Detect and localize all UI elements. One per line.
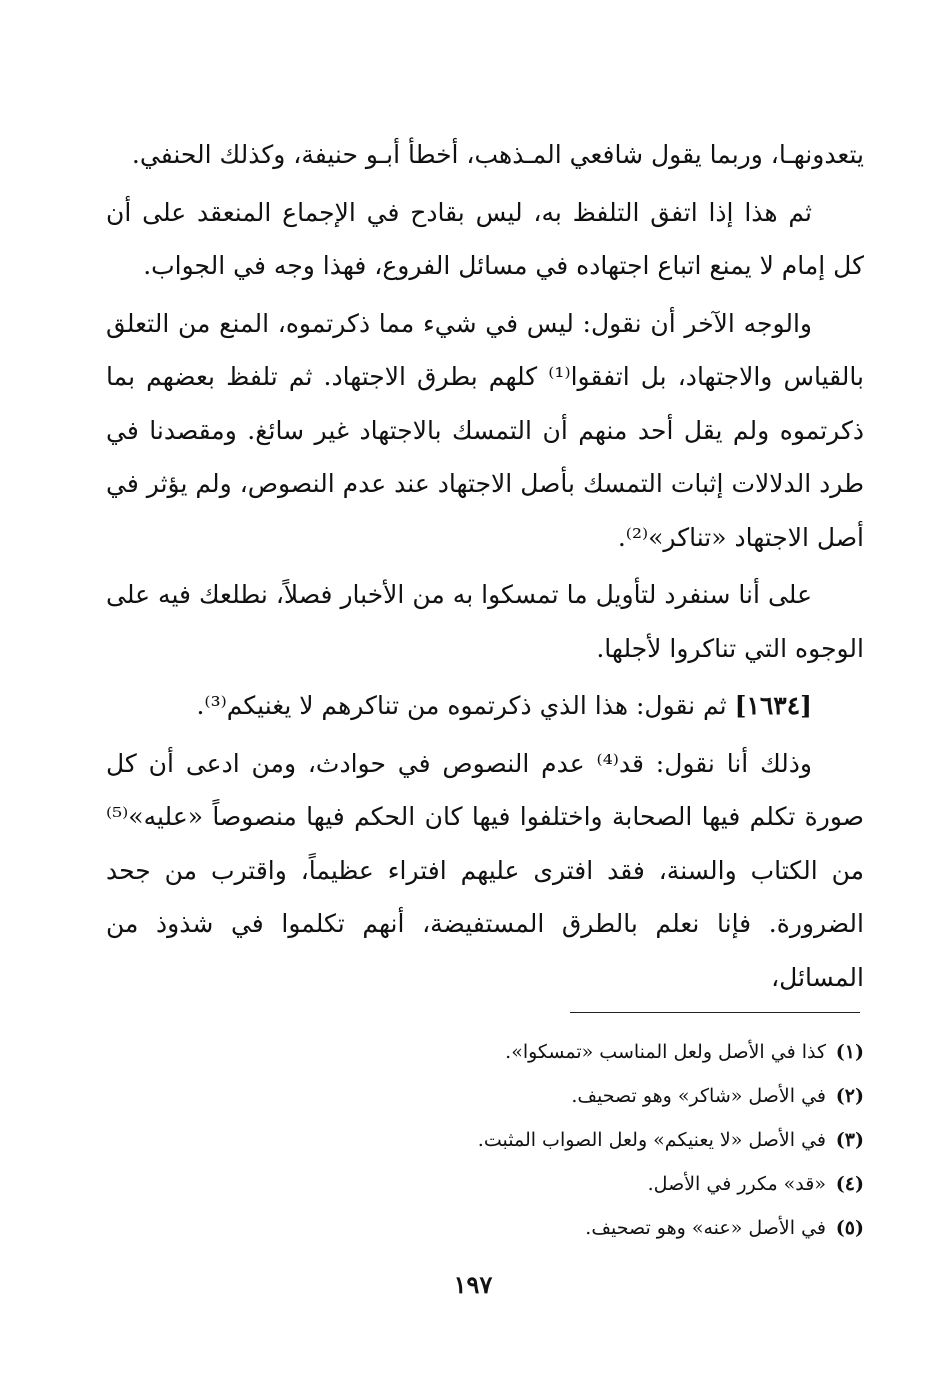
footnote-4 — [106, 1162, 864, 1206]
paragraph-6-text: وذلك أنا نقول: قد⁽⁴⁾ عدم النصوص في حوادث، ومن ادعى أن كل صورة تكلم فيها الصحابة واختلفوا فيها كان الحكم فيها منصوصاً «عليه»⁽⁵⁾ من الكتاب والسنة، فقد افترى عليهم افتراء عظيماً، واقترب من جحد الضرورة. فإنا نعلم بالطرق المستفيضة، أنهم تكلموا في شذوذ من المسائل، — [106, 748, 864, 992]
footnote-1 — [106, 1030, 864, 1074]
footnote-number: (٤) — [835, 1173, 864, 1195]
footnote-text: في الأصل «لا يعنيكم» ولعل الصواب المثبت. — [477, 1129, 826, 1151]
paragraph-5 — [106, 679, 864, 733]
footnote-number: (١) — [835, 1041, 864, 1063]
footnote-text: في الأصل «شاكر» وهو تصحيف. — [571, 1085, 826, 1107]
paragraph-3 — [106, 297, 864, 565]
paragraph-number: [١٦٣٤] — [734, 691, 812, 720]
page-number: ١٩٧ — [453, 1270, 493, 1299]
footnote-number: (٥) — [835, 1217, 864, 1239]
footnote-number: (٢) — [835, 1085, 864, 1107]
footnote-3 — [106, 1118, 864, 1162]
footnote-text: كذا في الأصل ولعل المناسب «تمسكوا». — [505, 1041, 826, 1063]
footnote-text: في الأصل «عنه» وهو تصحيف. — [585, 1217, 826, 1239]
paragraph-4 — [106, 568, 864, 675]
footnotes — [106, 1030, 864, 1250]
paragraph-2-text: ثم هذا إذا اتفق التلفظ به، ليس بقادح في الإجماع المنعقد على أن كل إمام لا يمنع اتباع اجتهاده في مسائل الفروع، فهذا وجه في الجواب. — [106, 197, 864, 280]
paragraph-5-text: ثم نقول: هذا الذي ذكرتموه من تناكرهم لا يغنيكم⁽³⁾. — [196, 691, 727, 720]
footnote-5 — [106, 1206, 864, 1250]
paragraph-4-text: على أنا سنفرد لتأويل ما تمسكوا به من الأخبار فصلاً، نطلعك فيه على الوجوه التي تناكروا لأجلها. — [106, 580, 864, 663]
footnote-number: (٣) — [835, 1129, 864, 1151]
paragraph-6 — [106, 737, 864, 1005]
footnote-2 — [106, 1074, 864, 1118]
main-text — [106, 128, 864, 1008]
paragraph-2 — [106, 186, 864, 293]
paragraph-3-text: والوجه الآخر أن نقول: ليس في شيء مما ذكرتموه، المنع من التعلق بالقياس والاجتهاد، بل اتفقوا⁽¹⁾ كلهم بطرق الاجتهاد. ثم تلفظ بعضهم بما ذكرتموه ولم يقل أحد منهم أن التمسك بالاجتهاد غير سائغ. ومقصدنا في طرد الدلالات إثبات التمسك بأصل الاجتهاد عند عدم النصوص، ولم يؤثر في أصل الاجتهاد «تناكر»⁽²⁾. — [106, 308, 864, 552]
footnote-text: «قد» مكرر في الأصل. — [647, 1173, 826, 1195]
paragraph-1-text: يتعدونهـا، وربما يقول شافعي المـذهب، أخطأ أبـو حنيفة، وكذلك الحنفي. — [131, 140, 864, 169]
paragraph-1 — [106, 128, 864, 182]
footnote-divider — [570, 1012, 860, 1013]
